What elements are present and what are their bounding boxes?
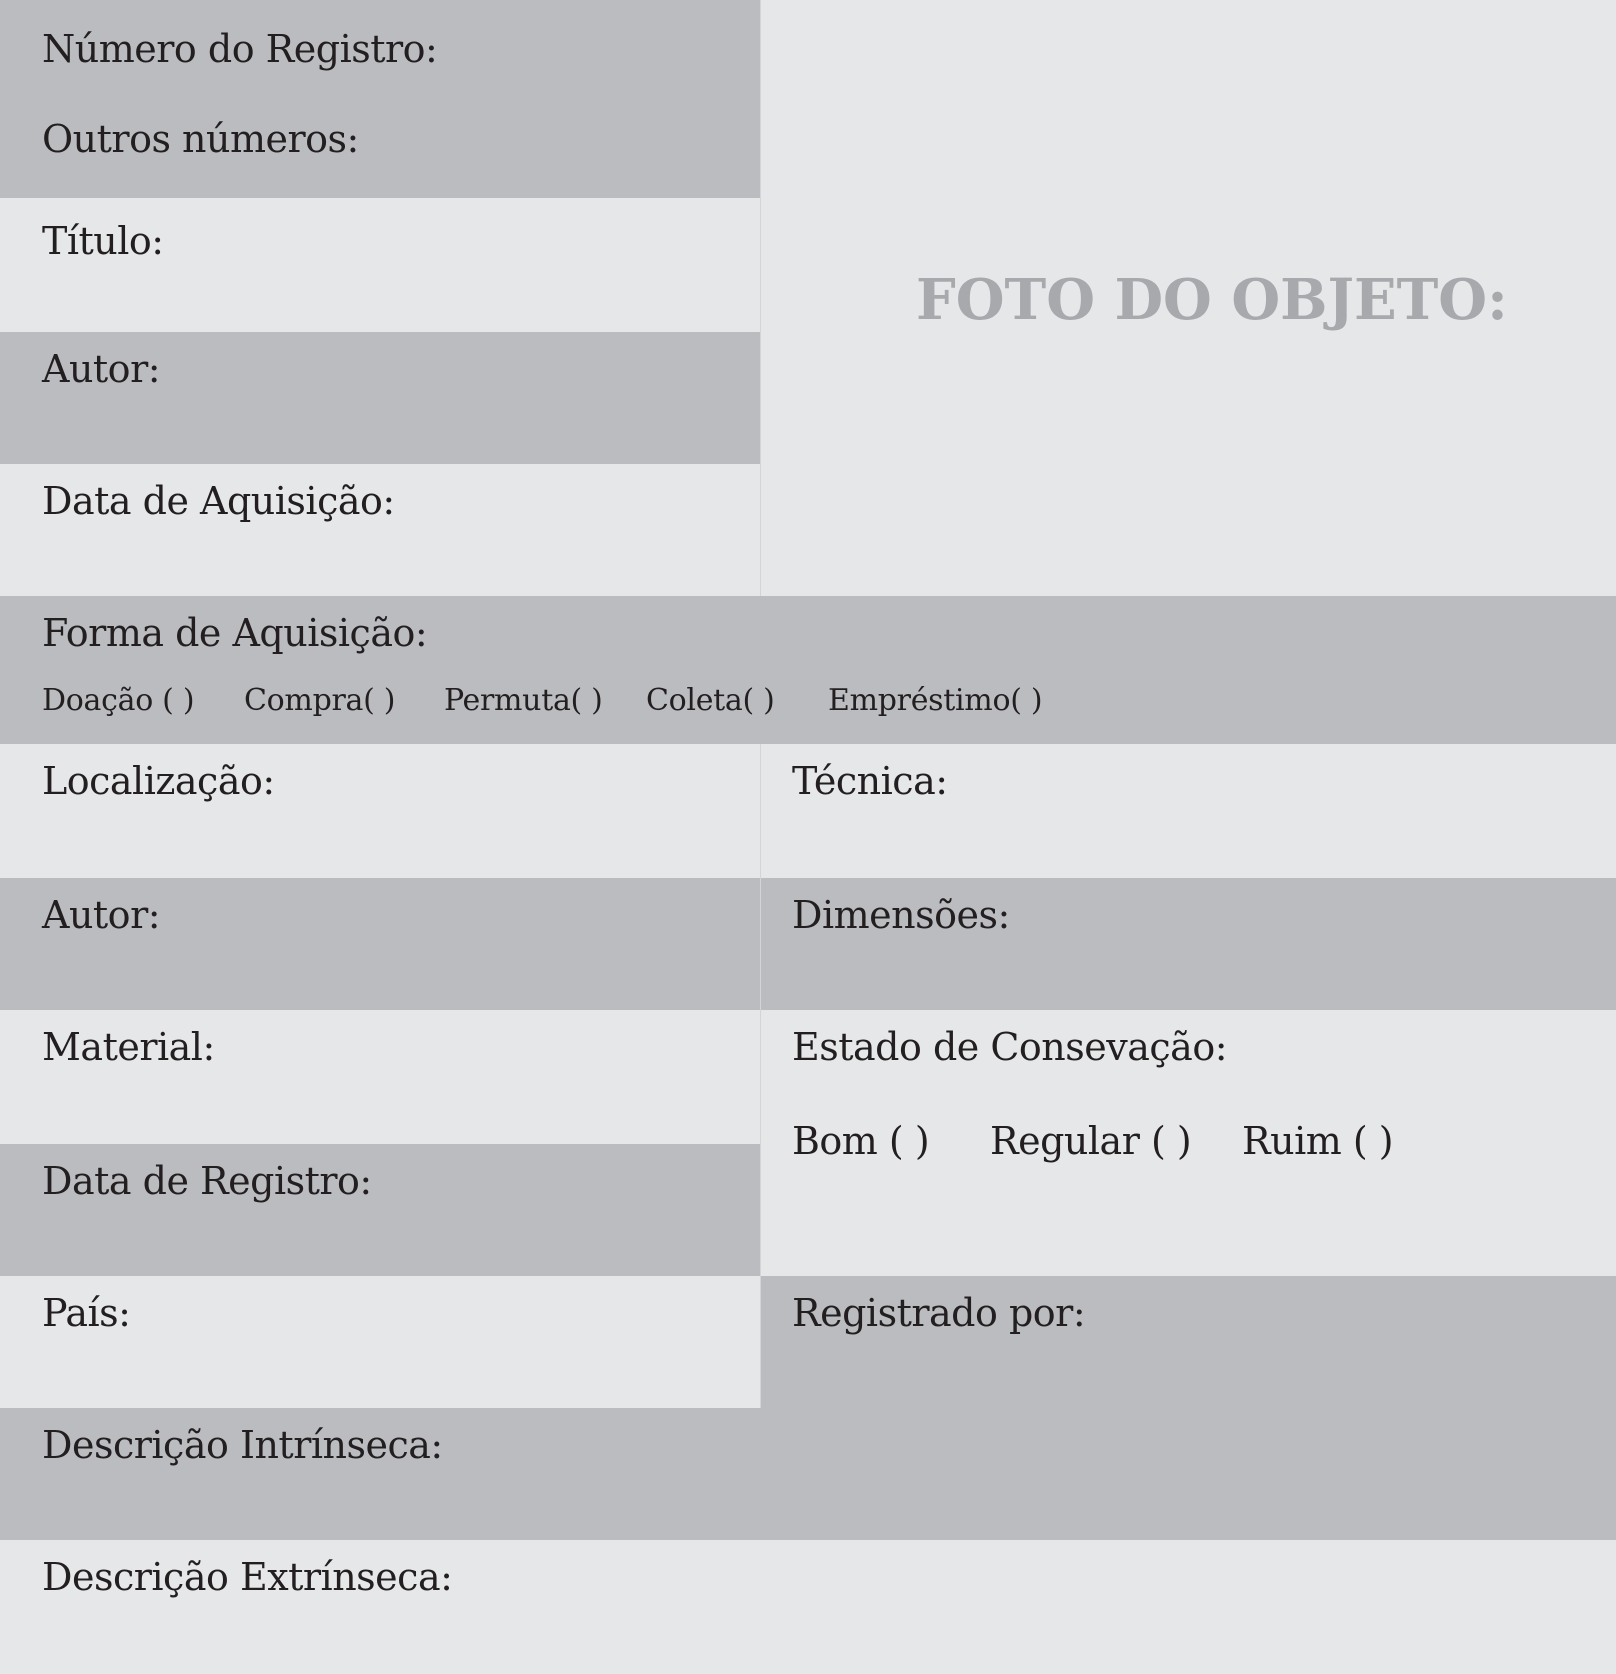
option-regular[interactable]: Regular ( ) <box>990 1119 1192 1163</box>
country-section <box>0 1276 760 1408</box>
author-label-top: Autor: <box>42 347 161 391</box>
technique-label: Técnica: <box>792 759 948 803</box>
author-section-middle <box>0 878 760 1010</box>
option-exchange[interactable]: Permuta( ) <box>444 683 603 718</box>
option-poor[interactable]: Ruim ( ) <box>1242 1119 1394 1163</box>
country-label: País: <box>42 1291 131 1335</box>
title-section <box>0 198 760 332</box>
object-photo-area <box>760 0 1616 596</box>
author-section-top <box>0 332 760 464</box>
registry-number-section <box>0 0 760 198</box>
object-photo-label: FOTO DO OBJETO: <box>916 267 1508 333</box>
location-label: Localização: <box>42 759 275 803</box>
author-label-middle: Autor: <box>42 893 161 937</box>
registered-by-section <box>760 1276 1616 1408</box>
intrinsic-description-label: Descrição Intrínseca: <box>42 1423 443 1467</box>
option-loan[interactable]: Empréstimo( ) <box>828 683 1043 718</box>
option-purchase[interactable]: Compra( ) <box>244 683 396 718</box>
title-label: Título: <box>42 219 164 263</box>
column-divider-bottom <box>760 744 761 1408</box>
acquisition-method-label: Forma de Aquisição: <box>42 611 428 655</box>
other-numbers-label: Outros números: <box>42 117 359 161</box>
acquisition-date-section <box>0 464 760 596</box>
acquisition-method-section <box>0 596 1616 744</box>
dimensions-section <box>760 878 1616 1010</box>
registry-number-label: Número do Registro: <box>42 27 438 71</box>
option-good[interactable]: Bom ( ) <box>792 1119 930 1163</box>
registry-date-section <box>0 1144 760 1276</box>
conservation-state-label: Estado de Consevação: <box>792 1025 1227 1069</box>
conservation-state-section <box>760 1010 1616 1276</box>
extrinsic-description-section <box>0 1540 1616 1674</box>
option-collection[interactable]: Coleta( ) <box>646 683 775 718</box>
material-section <box>0 1010 760 1144</box>
option-donation[interactable]: Doação ( ) <box>42 683 195 718</box>
column-divider-top <box>760 0 761 596</box>
technique-section <box>760 744 1616 878</box>
registry-date-label: Data de Registro: <box>42 1159 372 1203</box>
registered-by-label: Registrado por: <box>792 1291 1086 1335</box>
intrinsic-description-section <box>0 1408 1616 1540</box>
acquisition-date-label: Data de Aquisição: <box>42 479 395 523</box>
location-section <box>0 744 760 878</box>
material-label: Material: <box>42 1025 215 1069</box>
extrinsic-description-label: Descrição Extrínseca: <box>42 1555 453 1599</box>
dimensions-label: Dimensões: <box>792 893 1010 937</box>
